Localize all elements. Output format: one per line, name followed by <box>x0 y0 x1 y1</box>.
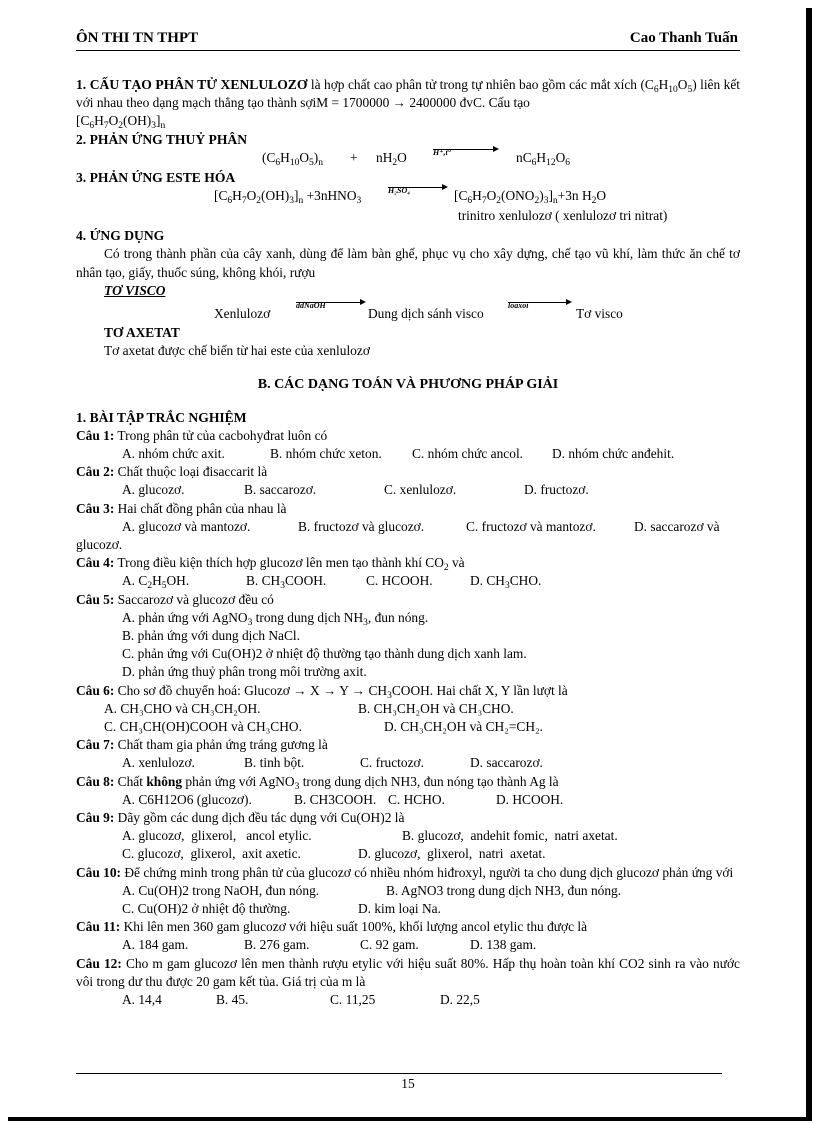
option-c: C. 92 gam. <box>360 937 419 953</box>
arrow-condition: loaxoi <box>508 301 529 311</box>
text: +3nHNO <box>303 188 357 204</box>
arrow-condition: ddNaOH <box>296 301 326 311</box>
subscript: 3 <box>363 617 368 628</box>
subscript: n <box>160 121 166 132</box>
header-rule <box>76 50 740 51</box>
section-3-title: 3. PHẢN ỨNG ESTE HÓA <box>76 169 236 185</box>
question-10-options-row-1 <box>76 882 740 900</box>
question-text: và <box>448 555 465 571</box>
text: H <box>280 149 290 165</box>
option-c: C. nhóm chức ancol. <box>412 446 524 462</box>
section-1-paragraph <box>76 76 740 112</box>
option-b: B. CH₃CH₂OH và CH₃CHO. <box>358 700 514 716</box>
text: , đun nóng. <box>367 609 429 625</box>
text: [C <box>76 113 90 129</box>
text: O <box>299 149 309 165</box>
text: O <box>397 149 407 165</box>
option-d: D. kim loại Na. <box>358 900 441 916</box>
question-8 <box>76 773 740 791</box>
text: (OH) <box>122 113 152 129</box>
arrow-condition: H₂SO₄ <box>388 186 411 196</box>
visco-scheme <box>76 302 740 324</box>
subscript: 2 <box>496 196 501 207</box>
option-a: A. C6H12O6 (glucozơ). <box>122 791 252 807</box>
option-c: C. HCHO. <box>388 791 445 807</box>
page-shadow-right <box>806 8 812 1118</box>
subscript: 2 <box>534 196 540 207</box>
option-a <box>122 572 189 590</box>
question-9-options-row-2 <box>76 845 740 863</box>
question-text: Khi lên men 360 gam glucozơ với hiệu suất 100%, khối lượng ancol etylic thu được là <box>120 919 588 935</box>
subscript: 6 <box>565 157 570 168</box>
ester-lhs <box>214 187 361 205</box>
question-6-options-row-2 <box>76 718 740 736</box>
option-a: A. Cu(OH)2 trong NaOH, đun nóng. <box>122 882 320 898</box>
text: A. C <box>122 573 148 589</box>
arrow-condition: H⁺,t° <box>433 147 451 157</box>
subscript: 5 <box>308 157 314 168</box>
eq-plus: + <box>350 149 358 165</box>
section-2-title: 2. PHẢN ỨNG THUỶ PHÂN <box>76 131 248 147</box>
text: ) <box>313 149 319 165</box>
text: B. CH <box>246 573 281 589</box>
section-4-text: Có trong thành phần của cây xanh, dùng để làm bàn ghế, phục vụ cho xây dựng, chế tạo vũ khí, làm thức ăn chế tơ nhân tạo, giấy, thuốc súng, không khói, rượu <box>76 246 740 280</box>
question-6-options-row-1 <box>76 700 740 718</box>
option-c: C. glucozơ, glixerol, axit axetic. <box>122 846 301 862</box>
option-c: C. Cu(OH)2 ở nhiệt độ thường. <box>122 900 291 916</box>
text: trong dung dịch NH <box>252 609 364 625</box>
question-text: Saccarozơ và glucozơ đều có <box>114 591 274 607</box>
question-label: Câu 10: <box>76 864 122 880</box>
subscript: 2 <box>591 196 597 207</box>
question-4-options <box>76 572 740 590</box>
subscript: 6 <box>531 157 537 168</box>
option-d: D. saccarozơ. <box>470 755 543 771</box>
option-c: C. HCOOH. <box>366 573 433 589</box>
text: H <box>472 188 482 204</box>
subscript: 3 <box>356 196 362 207</box>
question-label: Câu 5: <box>76 591 115 607</box>
question-5-option-c: C. phản ứng với Cu(OH)2 ở nhiệt độ thường tạo thành dung dịch xanh lam. <box>122 646 527 662</box>
page-body <box>76 76 740 1009</box>
page-shadow-bottom <box>8 1117 812 1121</box>
question-3-options <box>76 518 740 536</box>
text: A. phản ứng với AgNO <box>122 609 248 625</box>
section-1-title: 1. CẤU TẠO PHÂN TỬ XENLULOZƠ <box>76 77 308 92</box>
question-text: trong dung dịch NH3, đun nóng tạo thành Ag là <box>299 773 559 789</box>
option-d: D. glucozơ, glixerol, natri axetat. <box>358 846 546 862</box>
question-6 <box>76 682 740 700</box>
option-d: D. CH₃CH₂OH và CH₂=CH₂. <box>384 719 544 735</box>
subscript: 2 <box>147 581 153 592</box>
text: ] <box>156 113 161 129</box>
text: O <box>486 188 497 204</box>
question-1 <box>76 427 740 445</box>
text: CHO. <box>509 573 542 589</box>
option-a: A. 14,4 <box>122 991 162 1007</box>
question-label: Câu 1: <box>76 427 115 443</box>
question-5-option-b: B. phản ứng với dung dịch NaCl. <box>122 628 300 644</box>
question-text: phản ứng với AgNO <box>182 773 295 789</box>
subscript: 6 <box>467 196 473 207</box>
text: ] <box>294 188 299 204</box>
axetat-title: TƠ AXETAT <box>104 325 180 341</box>
subscript: 3 <box>280 581 285 592</box>
question-1-options <box>76 445 740 463</box>
option-d: D. nhóm chức anđehit. <box>552 446 675 462</box>
text: O <box>555 149 566 165</box>
option-c: C. CH₃CH(OH)COOH và CH₃CHO. <box>104 719 302 735</box>
question-text: COOH. Hai chất X, Y lần lượt là <box>391 682 568 698</box>
text: H <box>152 573 162 589</box>
question-text: Trong điều kiện thích hợp glucozơ lên men tạo thành khí CO <box>114 555 444 571</box>
text: +3n H <box>557 188 592 204</box>
question-label: Câu 3: <box>76 500 115 516</box>
question-5-option-a <box>76 609 740 627</box>
question-label: Câu 7: <box>76 737 115 753</box>
ester-rhs <box>454 187 606 205</box>
text: ) <box>539 188 544 204</box>
option-c: C. fructozơ. <box>360 755 424 771</box>
question-label: Câu 8: <box>76 773 115 789</box>
text: OH. <box>166 573 190 589</box>
text: ) liên kết với nhau theo dạng mạch thẳng tạo thành sợiM = 1700000 → 2400000 đvC. Cấu tạo <box>76 77 741 111</box>
question-7 <box>76 736 740 754</box>
subscript: 3 <box>504 581 510 592</box>
option-a: A. glucozơ, glixerol, ancol etylic. <box>122 828 312 844</box>
option-b: B. glucozơ, andehit fomic, natri axetat. <box>402 828 618 844</box>
subscript: 2 <box>256 196 261 207</box>
question-label: Câu 12: <box>76 955 122 971</box>
subscript: 7 <box>241 196 247 207</box>
text: (ONO <box>500 188 535 204</box>
option-c: C. fructozơ và mantozơ. <box>466 518 596 534</box>
question-10 <box>76 864 740 882</box>
header-right: Cao Thanh Tuấn <box>629 30 738 46</box>
section-4-title: 4. ỨNG DỤNG <box>76 228 165 244</box>
subscript: 2 <box>118 121 123 132</box>
text: nH <box>376 149 393 165</box>
option-a: A. CH₃CHO và CH₃CH₂OH. <box>104 700 261 716</box>
text: H <box>94 113 104 129</box>
option-b: B. saccarozơ. <box>244 482 317 498</box>
option-d: D. 138 gam. <box>470 937 537 953</box>
option-c: C. xenlulozơ. <box>384 482 457 498</box>
option-b: B. 276 gam. <box>244 937 310 953</box>
option-b: B. fructozơ và glucozơ. <box>298 518 425 534</box>
section-1-formula <box>76 112 740 130</box>
option-d: D. 22,5 <box>440 991 480 1007</box>
subscript: n <box>298 196 304 207</box>
subscript: 10 <box>668 85 678 95</box>
question-3-option-d-cont: glucozơ. <box>76 537 123 553</box>
subscript: 3 <box>151 121 156 132</box>
question-text: Chất thuộc loại đisaccarit là <box>114 464 268 480</box>
subscript: 3 <box>294 781 300 792</box>
question-text: Cho sơ đồ chuyển hoá: Glucozơ → X → Y → CH <box>114 682 388 698</box>
question-label: Câu 11: <box>76 919 121 935</box>
subscript: 10 <box>289 157 300 168</box>
subscript: 6 <box>275 157 281 168</box>
page-number: 15 <box>401 1076 415 1091</box>
subscript: 6 <box>89 121 95 132</box>
question-2 <box>76 463 740 481</box>
text: O <box>108 113 119 129</box>
option-b: B. tinh bột. <box>244 755 305 771</box>
subscript: 5 <box>687 85 693 95</box>
question-text: Chất tham gia phản ứng tráng gương là <box>114 737 328 753</box>
subscript: n <box>318 157 323 168</box>
question-10-options-row-2 <box>76 900 740 918</box>
subscript: 3 <box>387 690 392 701</box>
question-emphasis: không <box>146 773 183 789</box>
question-text: Dãy gồm các dung dịch đều tác dụng với Cu(OH)2 là <box>114 809 405 825</box>
question-5 <box>76 591 740 609</box>
question-text: Cho m gam glucozơ lên men thành rượu etylic với hiệu suất 80%. Hấp thụ hoàn toàn khí CO2 sinh ra vào nước vôi trong dư thu được 20 gam kết tủa. Giá trị của m là <box>76 955 740 989</box>
option-b: B. nhóm chức xeton. <box>270 446 382 462</box>
subscript: 5 <box>161 581 167 592</box>
question-label: Câu 4: <box>76 555 115 571</box>
section-b-title: B. CÁC DẠNG TOÁN VÀ PHƯƠNG PHÁP GIẢI <box>257 377 559 393</box>
subscript: 7 <box>481 196 487 207</box>
text: là hợp chất cao phân tử trong tự nhiên bao gồm các mắt xích (C <box>307 77 654 92</box>
visco-end: Tơ visco <box>576 306 623 322</box>
subscript: 6 <box>227 196 233 207</box>
question-label: Câu 9: <box>76 809 115 825</box>
question-9 <box>76 809 740 827</box>
option-d: D. fructozơ. <box>524 482 589 498</box>
subscript: 7 <box>103 121 109 132</box>
question-3 <box>76 500 740 518</box>
option-d: D. saccarozơ và <box>634 518 720 534</box>
question-4 <box>76 554 740 572</box>
eq-water <box>376 149 407 167</box>
option-a: A. glucozơ và mantozơ. <box>122 518 251 534</box>
text: O <box>246 188 257 204</box>
question-12 <box>76 955 740 991</box>
ester-product-name: trinitro xenlulozơ ( xenlulozơ tri nitrat) <box>458 208 668 224</box>
text: D. CH <box>470 573 505 589</box>
option-a: A. nhóm chức axit. <box>122 446 225 462</box>
text: ] <box>548 188 553 204</box>
esterification-equation <box>76 187 740 207</box>
text: H <box>536 149 547 165</box>
question-7-options <box>76 754 740 772</box>
text: [C <box>454 188 468 204</box>
option-d <box>470 572 541 590</box>
text: O <box>677 77 688 92</box>
question-5-option-d: D. phản ứng thuỷ phân trong môi trường axit. <box>122 664 367 680</box>
eq-lhs <box>262 149 323 167</box>
header-left: ÔN THI TN THPT <box>76 30 199 46</box>
option-b <box>246 572 326 590</box>
option-a: A. 184 gam. <box>122 937 189 953</box>
question-text: Trong phân tử của cacbohyđrat luôn có <box>114 427 328 443</box>
text: [C <box>214 188 228 204</box>
subscript: 6 <box>653 85 659 95</box>
text: nC <box>516 149 532 165</box>
visco-title: TƠ VISCO <box>104 282 166 298</box>
subscript: 2 <box>392 157 398 168</box>
question-label: Câu 2: <box>76 464 115 480</box>
option-d: D. HCOOH. <box>496 791 564 807</box>
question-12-options <box>76 991 740 1009</box>
question-2-options <box>76 481 740 499</box>
footer-rule <box>76 1073 722 1074</box>
hydrolysis-equation <box>76 149 740 169</box>
question-11-options <box>76 936 740 954</box>
option-c: C. 11,25 <box>330 991 376 1007</box>
question-9-options-row-1 <box>76 827 740 845</box>
text: COOH. <box>284 573 327 589</box>
axetat-text: Tơ axetat được chế biến từ hai este của xenlulozơ <box>104 343 370 359</box>
text: H <box>232 188 242 204</box>
visco-start: Xenlulozơ <box>214 306 271 322</box>
visco-mid: Dung dịch sánh visco <box>368 306 484 322</box>
option-b: B. 45. <box>216 991 249 1007</box>
option-b: B. AgNO3 trong dung dịch NH3, đun nóng. <box>386 882 622 898</box>
text: H <box>658 77 669 92</box>
option-b: B. CH3COOH. <box>294 791 377 807</box>
subscript: 3 <box>247 617 253 628</box>
option-a: A. xenlulozơ. <box>122 755 195 771</box>
subscript: 12 <box>546 157 556 168</box>
eq-rhs <box>516 149 570 167</box>
text: (C <box>262 149 276 165</box>
question-11 <box>76 918 740 936</box>
exercise-title: 1. BÀI TẬP TRẮC NGHIỆM <box>76 409 247 425</box>
question-8-options <box>76 791 740 809</box>
question-text: Hai chất đồng phân của nhau là <box>114 500 287 516</box>
question-text: Chất <box>114 773 147 789</box>
question-text: Để chứng minh trong phân tử của glucozơ có nhiều nhóm hiđroxyl, người ta cho dung dịch glucozơ phản ứng với <box>121 864 734 880</box>
subscript: 2 <box>443 563 449 574</box>
subscript: n <box>552 196 558 207</box>
text: (OH) <box>260 188 290 204</box>
question-label: Câu 6: <box>76 682 115 698</box>
subscript: 3 <box>543 196 549 207</box>
option-a: A. glucozơ. <box>122 482 185 498</box>
text: O <box>596 188 607 204</box>
subscript: 3 <box>289 196 294 207</box>
